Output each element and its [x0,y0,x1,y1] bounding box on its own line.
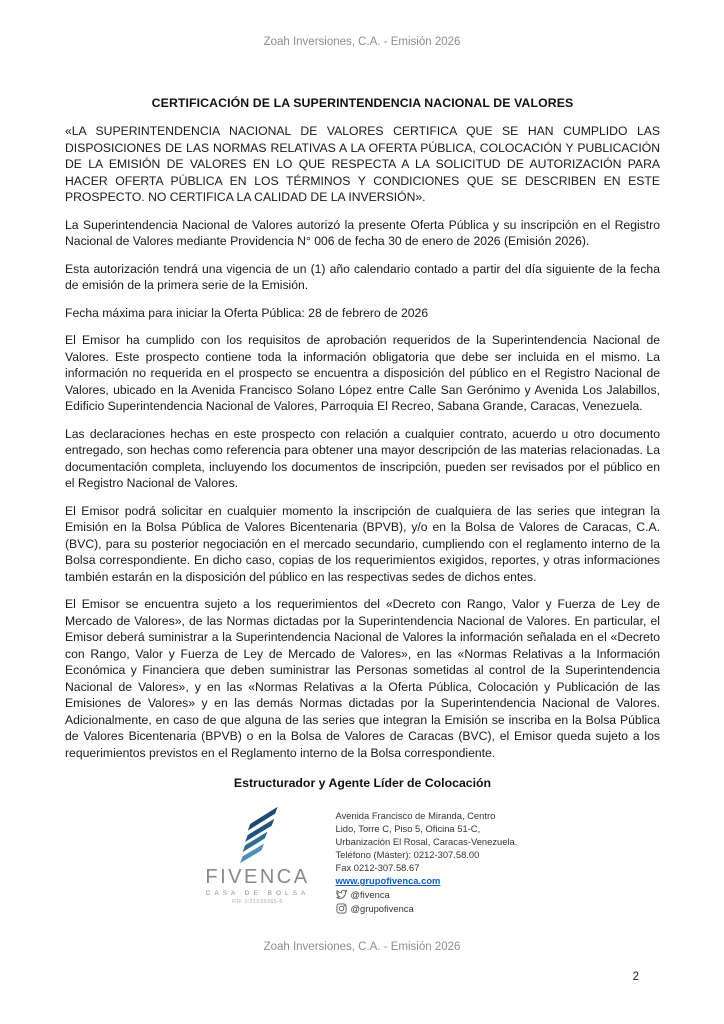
body-paragraph-deadline: Fecha máxima para iniciar la Oferta Pública: 28 de febrero de 2026 [65,305,429,320]
instagram-handle: @grupofivenca [350,903,414,914]
address-line: Lido, Torre C, Piso 5, Oficina 51-C, [335,823,481,834]
body-paragraph-exchanges: El Emisor podrá solicitar en cualquier momento la inscripción de cualquiera de las series que integran la Emisión en la Bolsa Pública de Valores Bicentenaria (BPVB), y/o en la Bolsa de Valores de Caracas, C.A. (BVC), para su posterior negociación en el mercado secundario, cumpliendo con el reglamento interno de la Bolsa correspondiente. En dicho caso, copias de los requerimientos exigidos, reportes, y otras informaciones también estarán en la disposición del público en las respectivas sedes de dichos entes. [65,503,660,584]
address-line: Avenida Francisco de Miranda, Centro [335,810,496,821]
body-paragraph-certification: «LA SUPERINTENDENCIA NACIONAL DE VALORES CERTIFICA QUE SE HAN CUMPLIDO LAS DISPOSICIONES DE LAS NORMAS RELATIVAS A LA OFERTA PÚBLICA, COLOCACIÓN Y PUBLICACIÓN DE LA EMISIÓN DE VALORES EN LO QUE RESPECTA A LA SOLICITUD DE AUTORIZACIÓN PARA HACER OFERTA PÚBLICA EN LOS TÉRMINOS Y CONDICIONES QUE SE DESCRIBEN EN ESTE PROSPECTO. NO CERTIFICA LA CALIDAD DE LA INVERSIÓN». [65,124,660,204]
document-body [0,96,724,915]
agent-info-block [65,803,660,915]
fivenca-logo [198,803,318,905]
address-line: Urbanización El Rosal, Caracas-Venezuela. [335,836,518,847]
phone-line: Teléfono (Máster): 0212-307.58.00 [335,849,480,860]
website-link[interactable]: www.grupofivenca.com [335,875,441,886]
twitter-icon [336,889,347,900]
instagram-row [336,902,528,915]
body-paragraph-declarations: Las declaraciones hechas en este prospecto con relación a cualquier contrato, acuerdo u otro documento entregado, son hechas como referencia para obtener una mayor descripción de las materias relacionadas. La documentación completa, incluyendo los documentos de inscripción, pueden ser revisados por el público en el Registro Nacional de Valores. [65,426,660,490]
instagram-icon [336,903,347,914]
fivenca-logo-mark-icon [232,805,284,865]
running-footer: Zoah Inversiones, C.A. - Emisión 2026 [263,941,461,953]
agent-contact-info [336,803,528,915]
body-paragraph-authorization: La Superintendencia Nacional de Valores autorizó la presente Oferta Pública y su inscripción en el Registro Nacional de Valores mediante Providencia N° 006 de fecha 30 de enero de 2026 (Emisión 2026). [65,217,660,248]
page-number: 2 [632,971,639,983]
section-heading-structurer: Estructurador y Agente Líder de Colocación [233,776,492,790]
fivenca-wordmark: FIVENCA [205,866,310,888]
fivenca-rif: RIF J-31039365-6 [232,899,283,905]
fax-line: Fax 0212-307.58.67 [335,862,420,873]
twitter-handle: @fivenca [350,889,390,900]
body-paragraph-requirements: El Emisor ha cumplido con los requisitos de aprobación requeridos de la Superintendencia Nacional de Valores. Este prospecto contiene toda la información obligatoria que debe ser incluida en el mismo. La información no requerida en el prospecto se encuentra a disposición del público en el Registro Nacional de Valores, ubicado en la Avenida Francisco Solano López entre Calle San Gerónimo y Avenida Los Jalabillos, Edificio Superintendencia Nacional de Valores, Parroquia El Recreo, Sabana Grande, Caracas, Venezuela. [65,333,660,413]
body-paragraph-validity: Esta autorización tendrá una vigencia de un (1) año calendario contado a partir del día siguiente de la fecha de emisión de la primera serie de la Emisión. [65,261,660,292]
page-title: CERTIFICACIÓN DE LA SUPERINTENDENCIA NACIONAL DE VALORES [151,96,574,110]
running-header: Zoah Inversiones, C.A. - Emisión 2026 [263,36,461,48]
fivenca-tagline: CASA DE BOLSA [205,890,310,897]
twitter-row [336,888,528,901]
body-paragraph-regulations: El Emisor se encuentra sujeto a los requerimientos del «Decreto con Rango, Valor y Fuerza de Ley de Mercado de Valores», de las Normas dictadas por la Superintendencia Nacional de Valores. En particular, el Emisor deberá suministrar a la Superintendencia Nacional de Valores la información señalada en el «Decreto con Rango, Valor y Fuerza de Ley de Mercado de Valores», en las «Normas Relativas a la Información Económica y Financiera que deben suministrar las Personas sometidas al control de la Superintendencia Nacional de Valores», y en las «Normas Relativas a la Oferta Pública, Colocación y Publicación de las Emisiones de Valores» y en las demás Normas dictadas por la Superintendencia Nacional de Valores. Adicionalmente, en caso de que alguna de las series que integran la Emisión se inscriba en la Bolsa Pública de Valores Bicentenaria (BPVB) o en la Bolsa de Valores de Caracas (BVC), el Emisor queda sujeto a los requerimientos previstos en el Reglamento interno de la Bolsa correspondiente. [65,597,660,760]
